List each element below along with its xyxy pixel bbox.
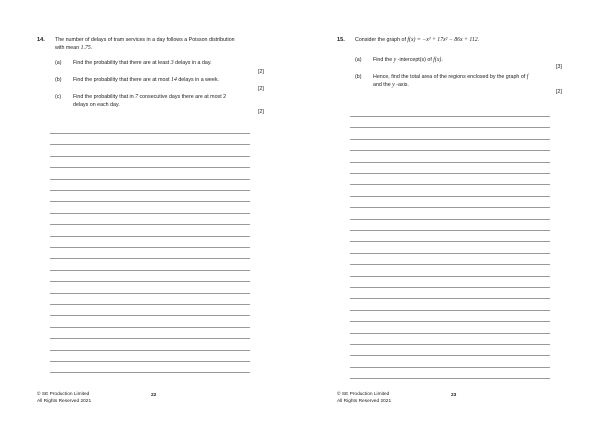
answer-lines[interactable] — [50, 133, 250, 383]
answer-line — [50, 338, 250, 339]
answer-line — [350, 321, 550, 322]
answer-line — [50, 179, 250, 180]
part-marks-c: [2] — [258, 109, 264, 115]
answer-line — [350, 310, 550, 311]
answer-line — [350, 173, 550, 174]
page-number: 23 — [451, 393, 457, 398]
part-c-text-2: consecutive days there are at most 2 — [138, 94, 227, 100]
part-c-line1 — [73, 93, 258, 101]
part-label-b: (b) — [355, 74, 362, 80]
answer-line — [50, 258, 250, 259]
question-number: 14. — [37, 37, 45, 43]
answer-line — [350, 139, 550, 140]
answer-line — [350, 207, 550, 208]
answer-line — [350, 184, 550, 185]
copyright-line: © SE Production Limited — [37, 392, 90, 397]
question-stem — [55, 36, 280, 52]
part-b-line1 — [373, 73, 568, 81]
answer-line — [350, 219, 550, 220]
copyright-footer — [37, 392, 91, 405]
part-marks-b: [2] — [556, 89, 562, 95]
part-a-text-1: Find the — [373, 57, 394, 63]
part-text-c — [73, 93, 258, 109]
answer-line — [350, 355, 550, 356]
stem-suffix: . — [477, 37, 480, 43]
part-a-text-2: -intercept(s) of — [396, 57, 434, 63]
answer-line — [350, 253, 550, 254]
part-label-a: (a) — [355, 57, 362, 63]
part-b-text-3: -axis. — [394, 82, 409, 88]
answer-line — [50, 133, 250, 134]
answer-line — [50, 361, 250, 362]
part-b-line2 — [373, 81, 568, 89]
right-page — [300, 0, 600, 424]
part-c-line2: delays on each day. — [73, 102, 120, 108]
part-a-math: 3 — [170, 60, 174, 66]
copyright-footer — [337, 392, 391, 405]
answer-line — [350, 298, 550, 299]
answer-line — [50, 293, 250, 294]
part-a-text-1: Find the probability that there are at least — [73, 60, 171, 66]
rights-line: All Rights Reserved 2021 — [337, 398, 392, 404]
answer-line — [50, 190, 250, 191]
part-marks-a: [3] — [556, 64, 562, 70]
answer-line — [50, 270, 250, 271]
answer-line — [350, 333, 550, 334]
answer-line — [350, 276, 550, 277]
part-c-math: 7 — [135, 94, 139, 100]
part-b-text-1: Find the probability that there are at most — [73, 77, 172, 83]
answer-line — [50, 281, 250, 282]
part-b-text-2: and the — [373, 82, 393, 88]
part-b-math-y: y — [392, 82, 395, 88]
answer-line — [50, 247, 250, 248]
answer-line — [350, 127, 550, 128]
answer-line — [50, 167, 250, 168]
part-text-a — [373, 56, 558, 64]
answer-line — [350, 367, 550, 368]
question-stem-line1: The number of delays of tram services in a day follows a Poisson distribution — [55, 37, 235, 43]
rights-line: All Rights Reserved 2021 — [37, 398, 92, 404]
answer-line — [50, 327, 250, 328]
answer-line — [350, 264, 550, 265]
answer-line — [350, 162, 550, 163]
stem-mean: 1.75 — [80, 45, 91, 51]
part-label-a: (a) — [55, 60, 62, 66]
stem-text: with mean — [55, 45, 81, 51]
answer-line — [350, 287, 550, 288]
part-a-text-3: . — [441, 57, 443, 63]
answer-line — [50, 315, 250, 316]
answer-line — [50, 350, 250, 351]
part-marks-b: [2] — [258, 86, 264, 92]
part-text-a — [73, 59, 258, 67]
answer-line — [50, 144, 250, 145]
stem-function: f(x) = −x³ + 17x² − 86x + 112 — [407, 37, 478, 43]
question-stem-line2 — [55, 44, 280, 52]
answer-line — [350, 196, 550, 197]
part-text-b — [373, 73, 568, 89]
part-b-math-f: f — [526, 74, 529, 80]
answer-line — [50, 156, 250, 157]
answer-line — [50, 213, 250, 214]
part-label-b: (b) — [55, 77, 62, 83]
part-b-math: 14 — [171, 77, 177, 83]
part-label-c: (c) — [55, 94, 62, 100]
answer-line — [350, 150, 550, 151]
part-a-math-fx: f(x) — [433, 57, 442, 63]
answer-line — [50, 201, 250, 202]
answer-line — [350, 344, 550, 345]
part-a-math-y: y — [393, 57, 397, 63]
answer-lines[interactable] — [350, 116, 550, 386]
answer-line — [350, 241, 550, 242]
answer-line — [50, 304, 250, 305]
copyright-line: © SE Production Limited — [337, 392, 390, 397]
part-c-text-1: Find the probability that in — [73, 94, 136, 100]
answer-line — [50, 224, 250, 225]
answer-line — [50, 372, 250, 373]
part-text-b — [73, 76, 258, 84]
part-marks-a: [2] — [258, 69, 264, 75]
part-b-text-2: delays in a week. — [176, 77, 219, 83]
question-stem — [355, 36, 575, 44]
stem-suffix: . — [90, 45, 93, 51]
stem-text: Consider the graph of — [355, 37, 408, 43]
answer-line — [350, 378, 550, 379]
question-number: 15. — [337, 37, 345, 43]
answer-line — [350, 116, 550, 117]
page-number: 22 — [151, 393, 157, 398]
part-a-text-2: delays in a day. — [173, 60, 212, 66]
part-b-text-1: Hence, find the total area of the regions enclosed by the graph of — [373, 74, 527, 80]
answer-line — [350, 230, 550, 231]
answer-line — [50, 236, 250, 237]
